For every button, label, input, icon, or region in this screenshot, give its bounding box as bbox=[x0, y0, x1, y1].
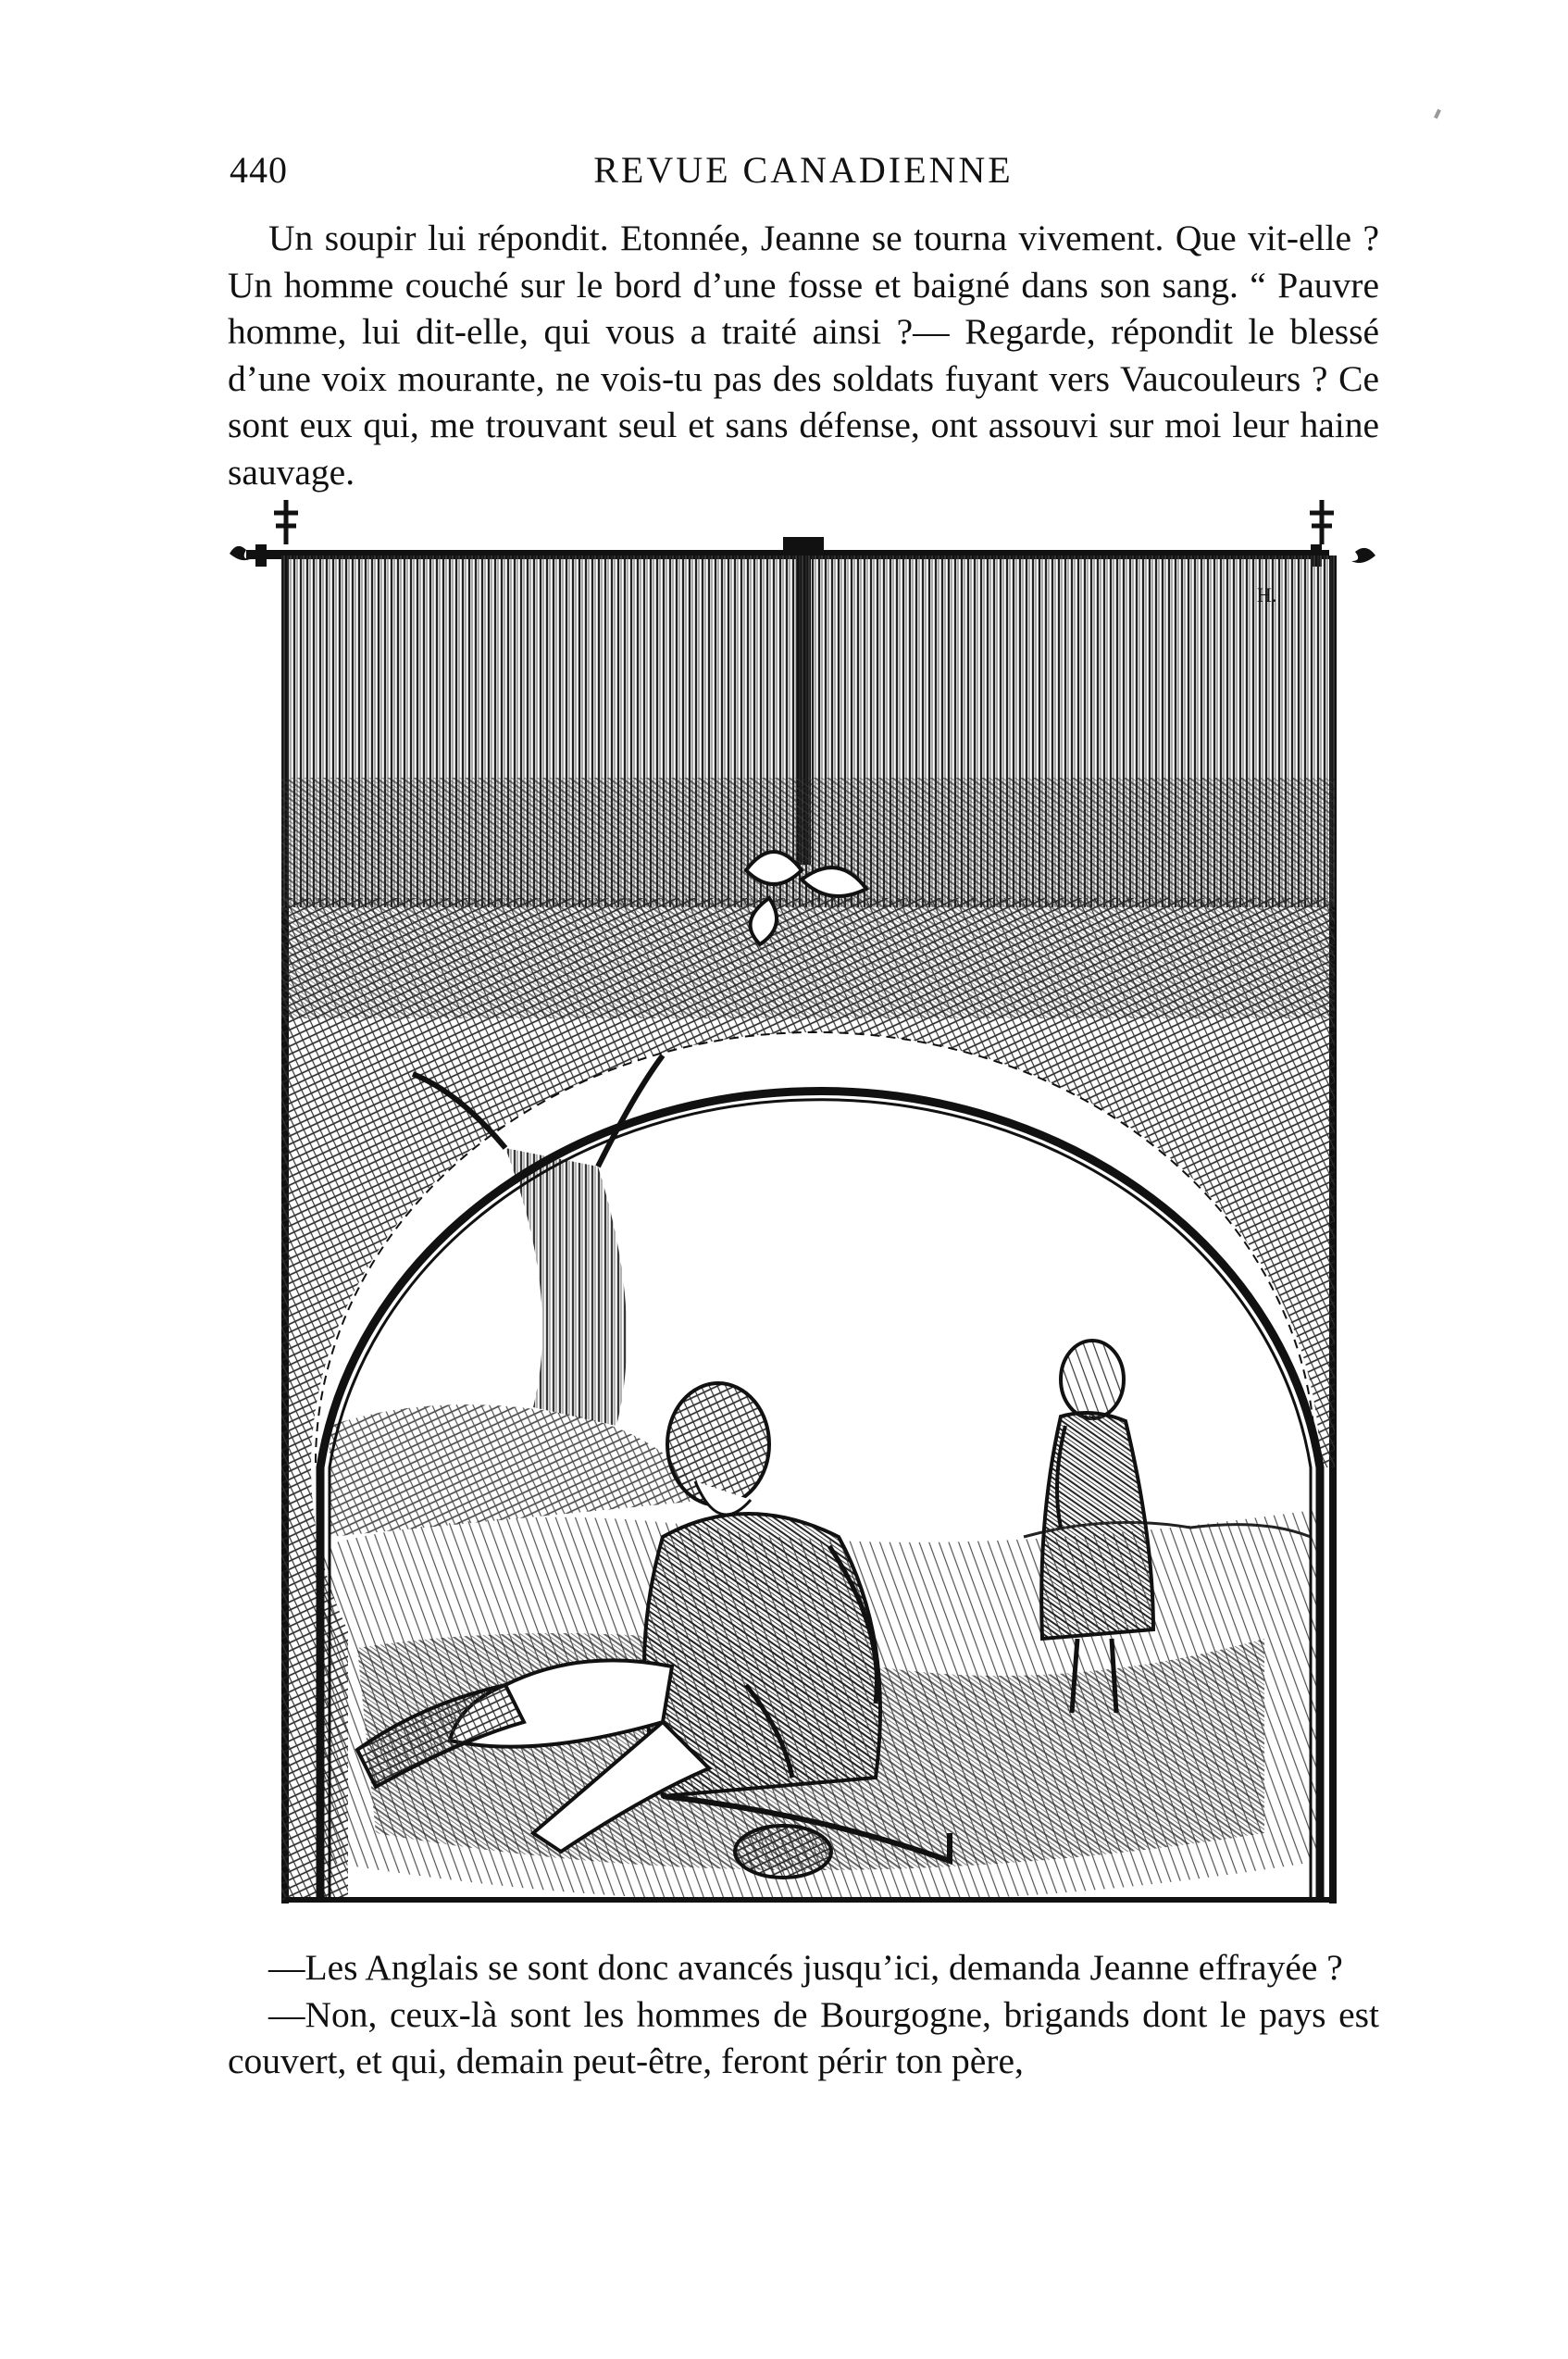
margin-mark bbox=[1434, 109, 1441, 119]
engraving-svg bbox=[228, 500, 1387, 1928]
bottom-text-block bbox=[228, 1944, 1379, 2085]
paragraph: —Les Anglais se sont donc avancés jusqu’ici, demanda Jeanne effrayée ? bbox=[268, 1947, 1343, 1988]
journal-title: REVUE CANADIENNE bbox=[593, 149, 1014, 191]
page-number: 440 bbox=[230, 149, 288, 191]
running-head bbox=[230, 148, 1377, 204]
artist-signature: H. bbox=[1257, 583, 1277, 606]
hat bbox=[735, 1826, 831, 1878]
paragraph: Un soupir lui répondit. Etonnée, Jeanne se tourna vivement. Que vit-elle ? Un homme couché sur le bord d’une fosse et baigné dans son sang. “ Pauvre homme, lui dit-elle, qui vous a traité ainsi ?— Regarde, répondit le blessé d’une voix mourante, ne vois-tu pas des soldats fuyant vers Vaucouleurs ? Ce sont eux qui, me trouvant seul et sans défense, ont assouvi sur moi leur haine sauvage. bbox=[228, 218, 1379, 493]
paragraph: —Non, ceux-là sont les hommes de Bourgogne, brigands dont le pays est couvert, et qui, demain peut-être, feront périr ton père, bbox=[228, 1993, 1379, 2081]
engraving-illustration bbox=[228, 500, 1387, 1928]
top-text-block bbox=[228, 215, 1379, 495]
